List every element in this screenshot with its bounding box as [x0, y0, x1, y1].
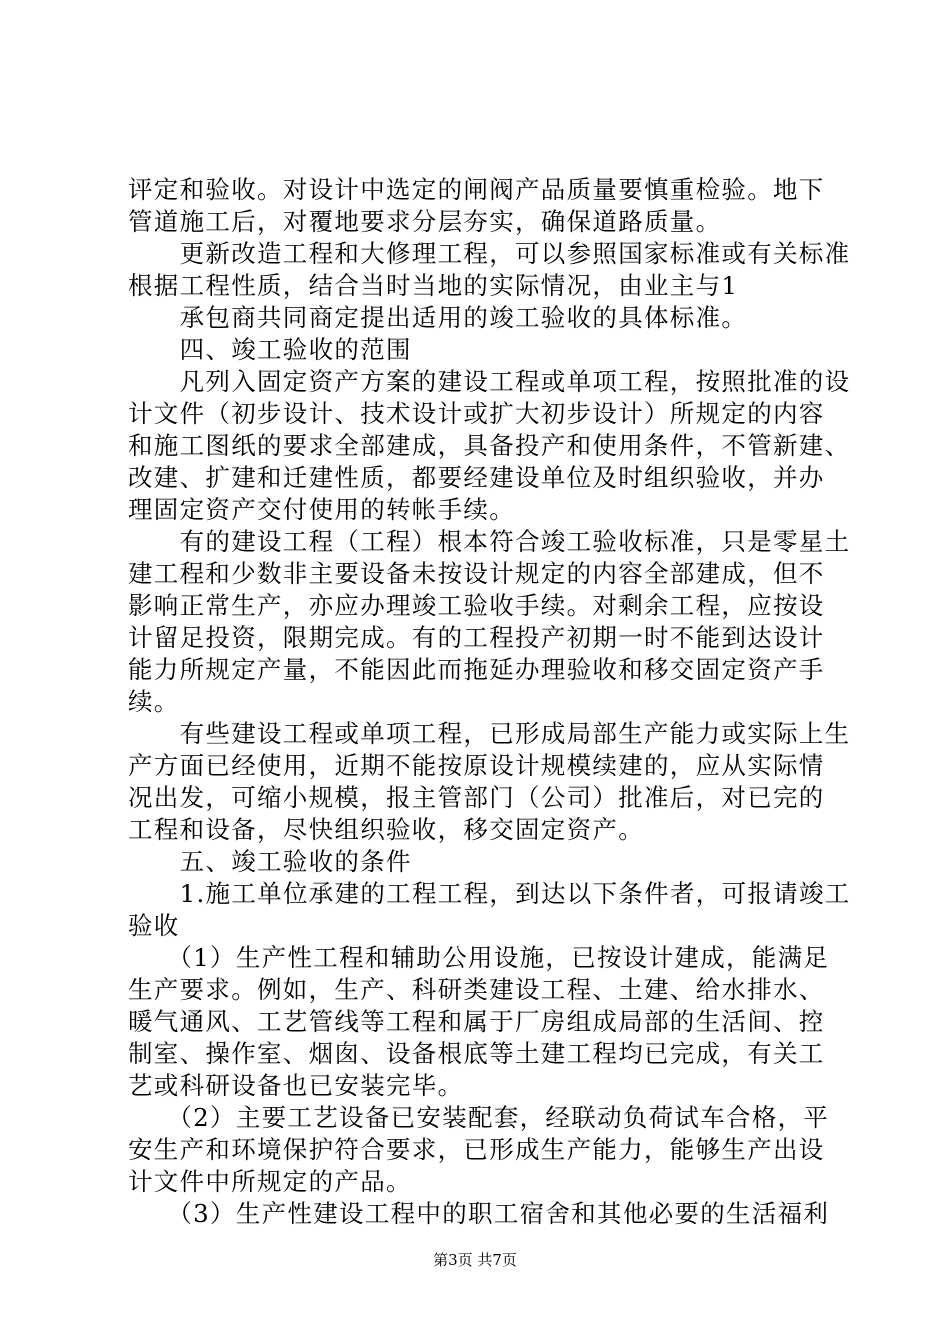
text-line: 计留足投资，限期完成。有的工程投产初期一时不能到达设计 [128, 623, 825, 652]
text-line: 验收 [128, 911, 180, 940]
text-line: 暖气通风、工艺管线等工程和属于厂房组成局部的生活间、控 [128, 1007, 825, 1036]
document-body [128, 174, 851, 1230]
text-line: 理固定资产交付使用的转帐手续。 [128, 495, 515, 524]
text-line: 改建、扩建和迁建性质，都要经建设单位及时组织验收，并办 [128, 463, 825, 492]
text-line: 计文件中所规定的产品。 [128, 1167, 412, 1196]
text-line: 生产要求。例如，生产、科研类建设工程、土建、给水排水、 [128, 975, 825, 1004]
text-line: （1）生产性工程和辅助公用设施，已按设计建成，能满足 [128, 943, 830, 972]
text-line: 计文件（初步设计、技术设计或扩大初步设计）所规定的内容 [128, 399, 825, 428]
text-line: 凡列入固定资产方案的建设工程或单项工程，按照批准的设 [128, 367, 851, 396]
text-line: 根据工程性质，结合当时当地的实际情况，由业主与1 [128, 271, 739, 300]
text-line: 影响正常生产，亦应办理竣工验收手续。对剩余工程，应按设 [128, 591, 825, 620]
text-line: 和施工图纸的要求全部建成，具备投产和使用条件，不管新建、 [128, 431, 851, 460]
text-line: 有的建设工程（工程）根本符合竣工验收标准，只是零星土 [128, 527, 851, 556]
text-line: 评定和验收。对设计中选定的闸阀产品质量要慎重检验。地下 [128, 175, 825, 204]
text-line: （3）生产性建设工程中的职工宿舍和其他必要的生活福利 [128, 1199, 830, 1228]
text-line: 能力所规定产量，不能因此而拖延办理验收和移交固定资产手 [128, 655, 825, 684]
text-line: 建工程和少数非主要设备未按设计规定的内容全部建成，但不 [128, 559, 825, 588]
text-line: 况出发，可缩小规模，报主管部门（公司）批准后，对已完的 [128, 783, 825, 812]
text-line: 更新改造工程和大修理工程，可以参照国家标准或有关标准 [128, 239, 851, 268]
text-line: 管道施工后，对覆地要求分层夯实，确保道路质量。 [128, 207, 722, 236]
text-line: 四、竣工验收的范围 [128, 335, 412, 364]
text-line: 制室、操作室、烟囱、设备根底等土建工程均已完成，有关工 [128, 1039, 825, 1068]
text-line: 工程和设备，尽快组织验收，移交固定资产。 [128, 815, 644, 844]
text-line: 产方面已经使用，近期不能按原设计规模续建的，应从实际情 [128, 751, 825, 780]
text-line: 五、竣工验收的条件 [128, 847, 412, 876]
text-line: 有些建设工程或单项工程，已形成局部生产能力或实际上生 [128, 719, 851, 748]
text-line: 安生产和环境保护符合要求，已形成生产能力，能够生产出设 [128, 1135, 825, 1164]
text-line: （2）主要工艺设备已安装配套，经联动负荷试车合格，平 [128, 1103, 830, 1132]
text-line: 承包商共同商定提出适用的竣工验收的具体标准。 [128, 303, 748, 332]
text-line: 艺或科研设备也已安装完毕。 [128, 1071, 464, 1100]
page-footer: 第3页 共7页 [433, 1251, 517, 1269]
text-line: 续。 [128, 687, 180, 716]
text-line: 1.施工单位承建的工程工程，到达以下条件者，可报请竣工 [128, 879, 851, 908]
